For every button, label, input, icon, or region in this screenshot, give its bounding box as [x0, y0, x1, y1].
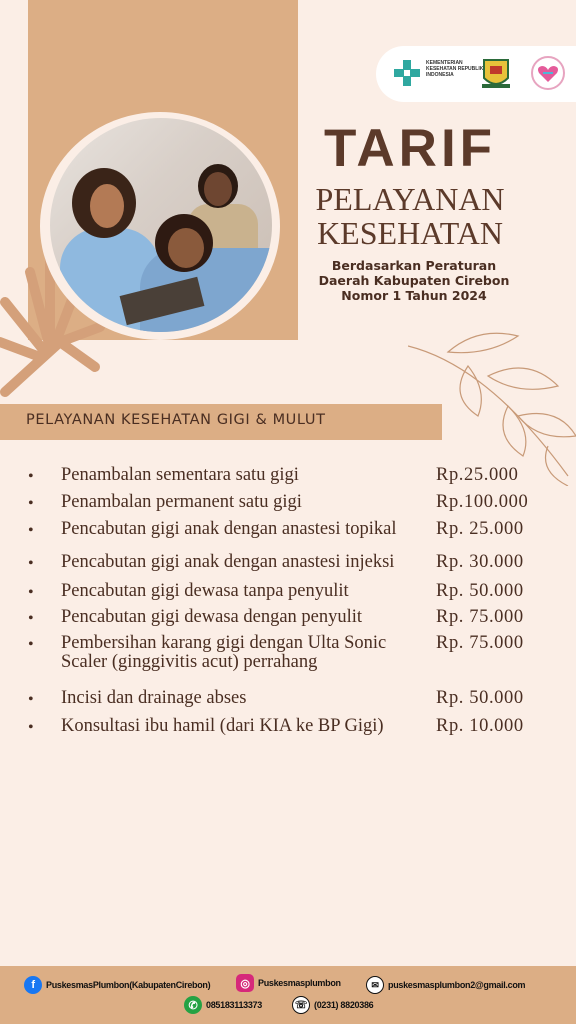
bullet-icon: •: [28, 555, 34, 572]
whatsapp-number: 085183113373: [206, 1000, 262, 1010]
service-name: Konsultasi ibu hamil (dari KIA ke BP Gigi): [61, 716, 384, 736]
cirebon-regency-emblem-icon: [480, 56, 512, 90]
email-address: puskesmasplumbon2@gmail.com: [388, 980, 526, 990]
kemenkes-logo-text: KEMENTERIAN KESEHATAN REPUBLIK INDONESIA: [426, 60, 484, 78]
contact-footer: [0, 966, 576, 1024]
phone-icon: ☏: [292, 996, 310, 1014]
list-item: [28, 717, 548, 738]
page-title: TARIF: [323, 119, 497, 178]
bullet-icon: •: [28, 691, 34, 708]
regulation-reference: Berdasarkan Peraturan Daerah Kabupaten Cirebon Nomor 1 Tahun 2024: [318, 258, 510, 303]
list-item: [28, 608, 548, 629]
service-price: Rp. 30.000: [436, 552, 524, 572]
phone-number: (0231) 8820386: [314, 1000, 374, 1010]
service-name: Pencabutan gigi dewasa dengan penyulit: [61, 607, 363, 627]
bullet-icon: •: [28, 495, 34, 512]
service-name: Penambalan permanent satu gigi: [61, 492, 302, 512]
service-price: Rp. 25.000: [436, 519, 524, 539]
phone-contact[interactable]: [292, 996, 373, 1014]
facebook-icon: f: [24, 976, 42, 994]
service-price: Rp. 75.000: [436, 633, 524, 653]
dental-clinic-photo: [50, 118, 272, 332]
list-item: [28, 582, 548, 603]
whatsapp-icon: ✆: [184, 996, 202, 1014]
instagram-contact[interactable]: [236, 974, 341, 992]
email-icon: ✉: [366, 976, 384, 994]
list-item: [28, 493, 548, 514]
bullet-icon: •: [28, 468, 34, 485]
subtitle-line-1: PELAYANAN: [315, 181, 505, 217]
service-name: Penambalan sementara satu gigi: [61, 465, 299, 485]
service-price-list: [28, 466, 548, 738]
service-price: Rp.100.000: [436, 492, 529, 512]
instagram-handle: Puskesmasplumbon: [258, 978, 341, 988]
service-name: Pencabutan gigi anak dengan anastesi topikal: [61, 519, 397, 539]
facebook-contact[interactable]: [24, 976, 210, 994]
service-price: Rp.25.000: [436, 465, 519, 485]
facebook-handle: PuskesmasPlumbon(KabupatenCirebon): [46, 980, 211, 990]
section-title: PELAYANAN KESEHATAN GIGI & MULUT: [26, 412, 326, 428]
kemenkes-logo-icon: [392, 58, 422, 88]
service-price: Rp. 10.000: [436, 716, 524, 736]
list-item: [28, 520, 548, 541]
bullet-icon: •: [28, 719, 34, 736]
list-item: [28, 553, 548, 574]
subtitle-line-2: KESEHATAN: [317, 215, 503, 251]
institution-logos: [376, 46, 576, 102]
health-program-logo-icon: [531, 56, 565, 90]
service-price: Rp. 75.000: [436, 607, 524, 627]
list-item: [28, 466, 548, 487]
bullet-icon: •: [28, 610, 34, 627]
instagram-icon: ◎: [236, 974, 254, 992]
service-name: Pencabutan gigi dewasa tanpa penyulit: [61, 581, 349, 601]
email-contact[interactable]: [366, 976, 525, 994]
page-subtitle: [306, 182, 514, 250]
service-price: Rp. 50.000: [436, 581, 524, 601]
list-item: [28, 689, 548, 710]
whatsapp-contact[interactable]: [184, 996, 262, 1014]
service-name: Pencabutan gigi anak dengan anastesi injeksi: [61, 552, 395, 572]
bullet-icon: •: [28, 636, 34, 653]
service-name: Incisi dan drainage abses: [61, 688, 247, 708]
service-price: Rp. 50.000: [436, 688, 524, 708]
bullet-icon: •: [28, 584, 34, 601]
list-item: [28, 634, 548, 672]
bullet-icon: •: [28, 522, 34, 539]
service-name: Pembersihan karang gigi dengan Ulta Sonic Scaler (ginggivitis acut) perrahang: [61, 633, 387, 672]
